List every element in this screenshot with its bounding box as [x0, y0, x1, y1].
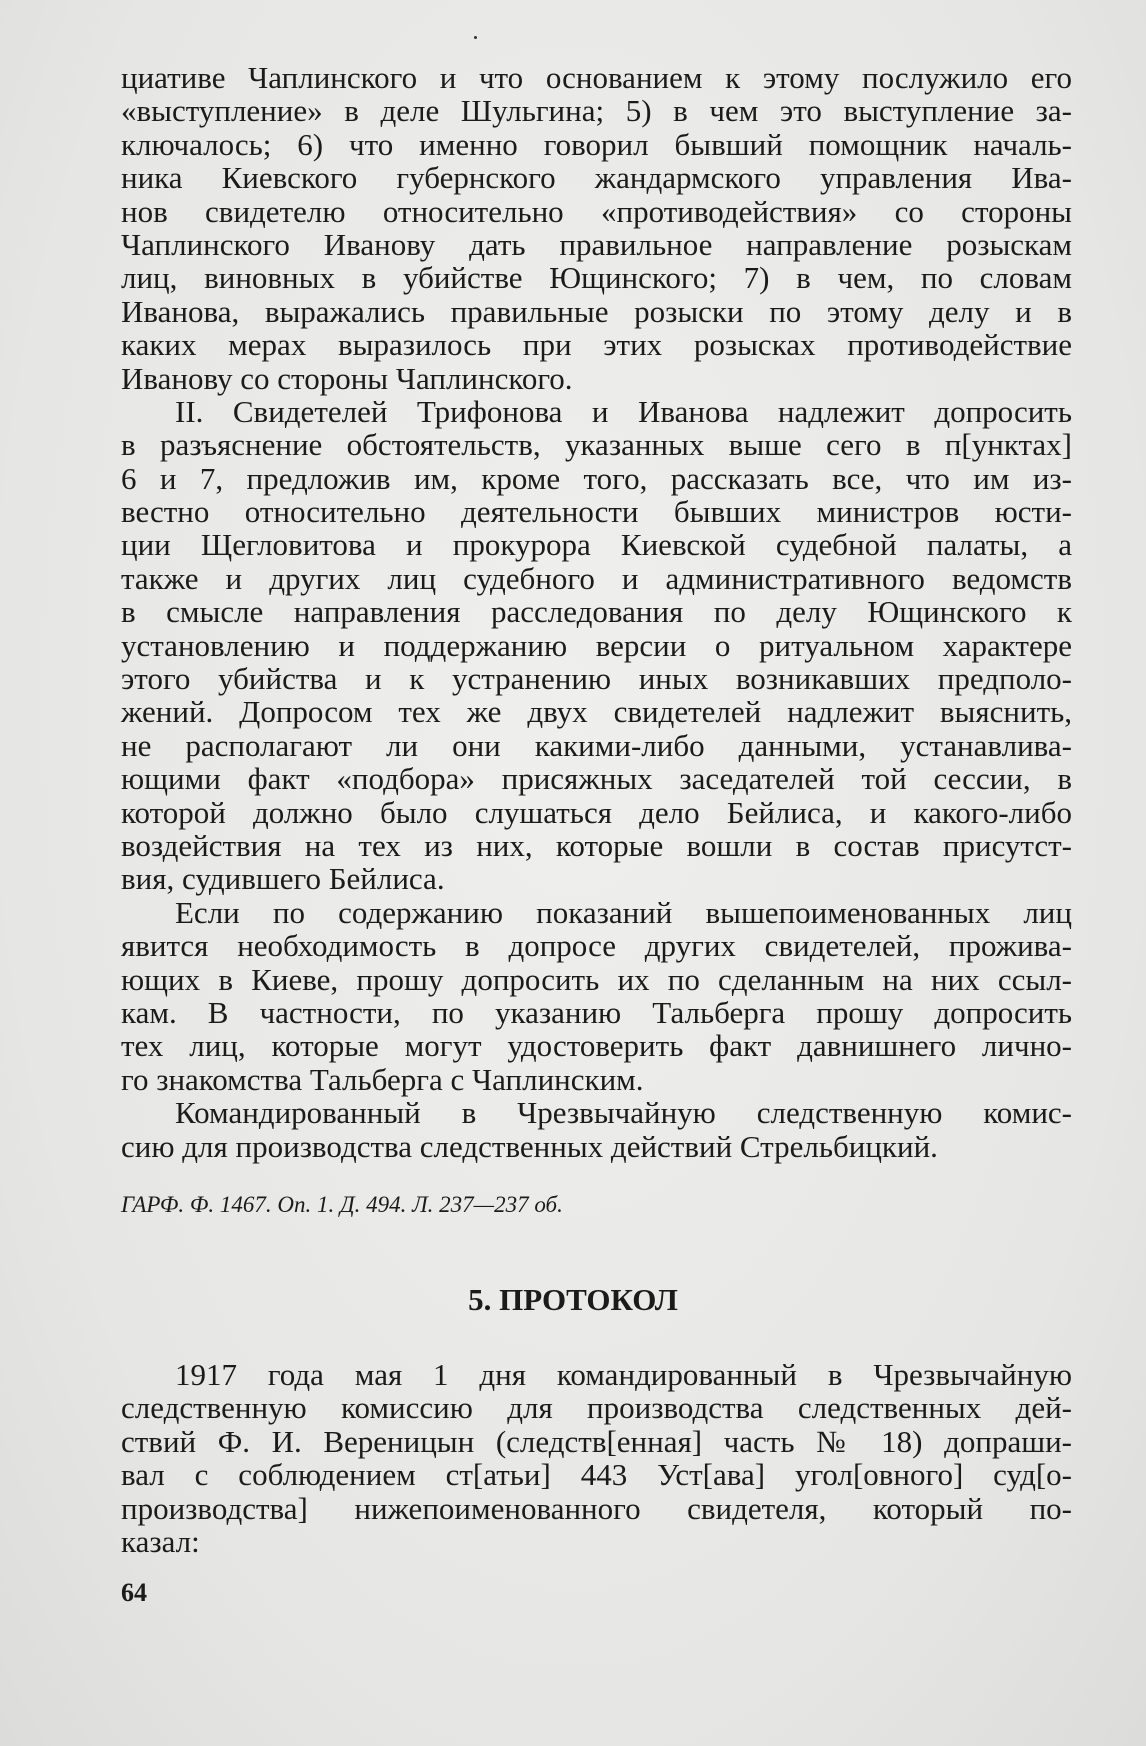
- text-line: в разъяснение обстоятельств, указанных выше сего в п[унктах]: [121, 427, 1072, 463]
- text-line: циативе Чаплинского и что основанием к этому послужило его: [121, 60, 1072, 95]
- text-line: вал с соблюдением ст[атьи] 443 Уст[ава] угол[овного] суд[о-: [121, 1457, 1072, 1493]
- text-line: го знакомства Тальберга с Чаплинским.: [121, 1061, 644, 1097]
- text-line: явится необходимость в допросе других свидетелей, прожива-: [121, 928, 1072, 964]
- text-line: Командированный в Чрезвычайную следственную комис-: [175, 1095, 1072, 1131]
- paragraph: [121, 395, 1072, 896]
- text-line: вестно относительно деятельности бывших министров юсти-: [121, 494, 1072, 530]
- paragraph: [121, 1096, 1072, 1163]
- text-line: Иванова, выражались правильные розыски по этому делу и в: [121, 293, 1072, 329]
- text-line: «выступление» в деле Шульгина; 5) в чем это выступление за-: [121, 93, 1072, 129]
- text-line: жений. Допросом тех же двух свидетелей надлежит выяснить,: [121, 694, 1072, 730]
- text-line: 1917 года мая 1 дня командированный в Чрезвычайную: [175, 1357, 1072, 1392]
- text-line: ника Киевского губернского жандармского управления Ива-: [121, 160, 1072, 196]
- paragraph: [121, 896, 1072, 1096]
- text-line: 6 и 7, предложив им, кроме того, рассказать все, что им из-: [121, 460, 1072, 496]
- text-line: ции Щегловитова и прокурора Киевской судебной палаты, а: [121, 527, 1072, 563]
- text-line: этого убийства и к устранению иных возникавших предполо-: [121, 661, 1072, 697]
- text-line: Иванову со стороны Чаплинского.: [121, 360, 573, 396]
- text-line: тех лиц, которые могут удостоверить факт давнишнего лично-: [121, 1028, 1072, 1064]
- text-line: ключалось; 6) что именно говорил бывший помощник началь-: [121, 126, 1072, 162]
- protocol-text: [121, 1358, 1072, 1558]
- text-line: ющими факт «подбора» присяжных заседателей той сессии, в: [121, 761, 1072, 797]
- text-line: II. Свидетелей Трифонова и Иванова надлежит допросить: [175, 393, 1072, 429]
- text-line: установлению и поддержанию версии о ритуальном характере: [121, 627, 1072, 663]
- text-line: которой должно было слушаться дело Бейлиса, и какого-либо: [121, 794, 1072, 830]
- body-text: [121, 61, 1072, 1163]
- text-line: Чаплинского Иванову дать правильное направление розыскам: [121, 226, 1072, 262]
- text-line: сию для производства следственных действий Стрельбицкий.: [121, 1128, 938, 1164]
- text-line: следственную комиссию для производства следственных дей-: [121, 1390, 1072, 1426]
- text-line: кам. В частности, по указанию Тальберга прошу допросить: [121, 994, 1072, 1030]
- text-line: нов свидетелю относительно «противодействия» со стороны: [121, 193, 1072, 229]
- text-line: не располагают ли они какими-либо данными, устанавлива-: [121, 727, 1072, 763]
- text-line: также и других лиц судебного и административного ведомств: [121, 560, 1072, 596]
- text-line: казал:: [121, 1523, 200, 1559]
- text-line: в смысле направления расследования по делу Ющинского к: [121, 594, 1072, 630]
- text-line: ющих в Киеве, прошу допросить их по сделанным на них ссыл-: [121, 961, 1072, 997]
- text-line: Если по содержанию показаний вышепоименованных лиц: [175, 894, 1072, 930]
- text-line: производства] нижепоименованного свидетеля, который по-: [121, 1490, 1072, 1526]
- archive-source-citation: ГАРФ. Ф. 1467. Оп. 1. Д. 494. Л. 237—237 об.: [121, 1192, 563, 1217]
- paragraph: [121, 61, 1072, 395]
- text-line: воздействия на тех из них, которые вошли в состав присутст-: [121, 827, 1072, 863]
- text-line: ствий Ф. И. Вереницын (следств[енная] часть № 18) допраши-: [121, 1423, 1072, 1459]
- section-heading: 5. ПРОТОКОЛ: [468, 1282, 678, 1317]
- text-line: лиц, виновных в убийстве Ющинского; 7) в чем, по словам: [121, 260, 1072, 296]
- text-line: каких мерах выразилось при этих розысках противодействие: [121, 327, 1072, 363]
- page-number: 64: [121, 1578, 147, 1607]
- print-speck: [474, 36, 477, 39]
- text-line: вия, судившего Бейлиса.: [121, 861, 445, 897]
